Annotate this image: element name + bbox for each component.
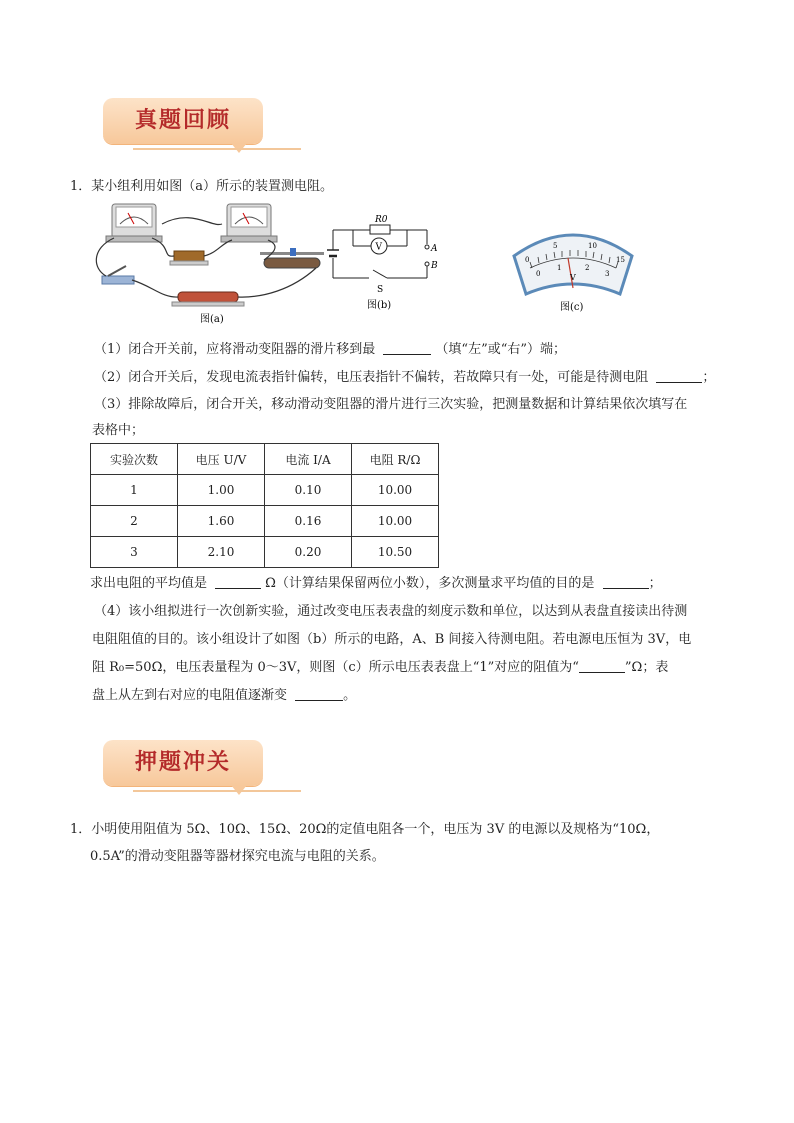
table-row [91, 475, 439, 506]
answer-blank-3[interactable] [215, 574, 261, 589]
scale-top-10: 10 [588, 242, 597, 250]
section-title: 押题冲关 [134, 750, 231, 775]
figure-b-caption: 图(b) [367, 300, 392, 311]
table-header: 电流 I/A [265, 444, 352, 475]
answer-blank-2[interactable] [656, 368, 702, 383]
table-cell: 0.20 [265, 537, 352, 568]
table-cell: 10.00 [352, 506, 439, 537]
average-line: 求出电阻的平均值是 Ω（计算结果保留两位小数），多次测量求平均值的目的是 ； [90, 576, 662, 591]
table-cell: 0.10 [265, 475, 352, 506]
data-table [90, 443, 439, 568]
section-title: 真题回顾 [134, 108, 231, 133]
answer-blank-1[interactable] [383, 340, 431, 355]
table-header: 实验次数 [91, 444, 178, 475]
scale-bottom-0: 0 [536, 270, 541, 278]
scale-unit: V [570, 273, 576, 282]
switch-icon [102, 266, 134, 284]
scale-bottom-1: 1 [557, 264, 562, 272]
table-cell: 1.00 [178, 475, 265, 506]
part-1: （1）闭合开关前，应将滑动变阻器的滑片移到最 （填“左”或“右”）端； [94, 342, 567, 357]
part-4-line-3: 阻 R₀=50Ω，电压表量程为 0～3V，则图（c）所示电压表表盘上“1”对应的阻值为“ ”Ω；表 [92, 660, 669, 675]
table-cell: 2 [91, 506, 178, 537]
label-r0: R0 [375, 215, 388, 225]
label-v: V [375, 242, 382, 253]
table-cell: 3 [91, 537, 178, 568]
badge-underline [133, 790, 301, 792]
label-s: S [377, 285, 384, 295]
table-header-row [91, 444, 439, 475]
figure-c-dial [508, 222, 638, 314]
part-2: （2）闭合开关后，发现电流表指针偏转，电压表指针不偏转，若故障只有一处，可能是待测电阻 ； [94, 370, 716, 385]
question-text: 某小组利用如图（a）所示的装置测电阻。 [91, 179, 334, 194]
scale-top-0: 0 [525, 256, 530, 264]
question-number: 1． [70, 822, 92, 837]
table-cell: 10.00 [352, 475, 439, 506]
part-4-line-4: 盘上从左到右对应的电阻值逐渐变 。 [92, 688, 357, 703]
label-a: A [431, 244, 438, 254]
answer-blank-4[interactable] [603, 574, 649, 589]
scale-bottom-3: 3 [605, 270, 610, 278]
question-2-line-1 [70, 818, 659, 837]
scale-top-5: 5 [553, 242, 558, 250]
answer-blank-5[interactable] [579, 658, 625, 673]
part-3-line-1: （3）排除故障后，闭合开关，移动滑动变阻器的滑片进行三次实验，把测量数据和计算结果依次填写在 [94, 397, 688, 412]
table-cell: 10.50 [352, 537, 439, 568]
part-4-line-1: （4）该小组拟进行一次创新实验，通过改变电压表表盘的刻度示数和单位，以达到从表盘直接读出待测 [94, 604, 688, 619]
ammeter-icon [106, 204, 162, 242]
figure-a-apparatus [92, 198, 342, 328]
table-cell: 1 [91, 475, 178, 506]
figure-a-caption: 图(a) [200, 314, 224, 325]
table-cell: 1.60 [178, 506, 265, 537]
figure-b-circuit [325, 208, 445, 312]
rheostat-icon [260, 248, 324, 268]
voltmeter-icon [221, 204, 277, 242]
part-4-line-2: 电阻阻值的目的。该小组设计了如图（b）所示的电路，A、B 间接入待测电阻。若电源电压恒为 3V，电 [92, 632, 692, 647]
question-stem [70, 175, 333, 194]
label-b: B [431, 261, 438, 271]
resistor-icon [170, 251, 208, 265]
table-cell: 0.16 [265, 506, 352, 537]
question-number: 1． [70, 179, 92, 194]
part-3-line-2: 表格中； [92, 423, 145, 438]
table-header: 电阻 R/Ω [352, 444, 439, 475]
answer-blank-6[interactable] [295, 686, 343, 701]
badge-underline [133, 148, 301, 150]
question-2-line-2: 0.5A”的滑动变阻器等器材探究电流与电阻的关系。 [90, 849, 385, 864]
table-cell: 2.10 [178, 537, 265, 568]
scale-top-15: 15 [616, 256, 625, 264]
question-text: 小明使用阻值为 5Ω、10Ω、15Ω、20Ω的定值电阻各一个，电压为 3V 的电源以及规格为“10Ω， [91, 822, 660, 837]
battery-icon [172, 292, 244, 306]
scale-bottom-2: 2 [585, 264, 590, 272]
table-row [91, 537, 439, 568]
table-header: 电压 U/V [178, 444, 265, 475]
figure-c-caption: 图(c) [560, 302, 584, 313]
table-row [91, 506, 439, 537]
